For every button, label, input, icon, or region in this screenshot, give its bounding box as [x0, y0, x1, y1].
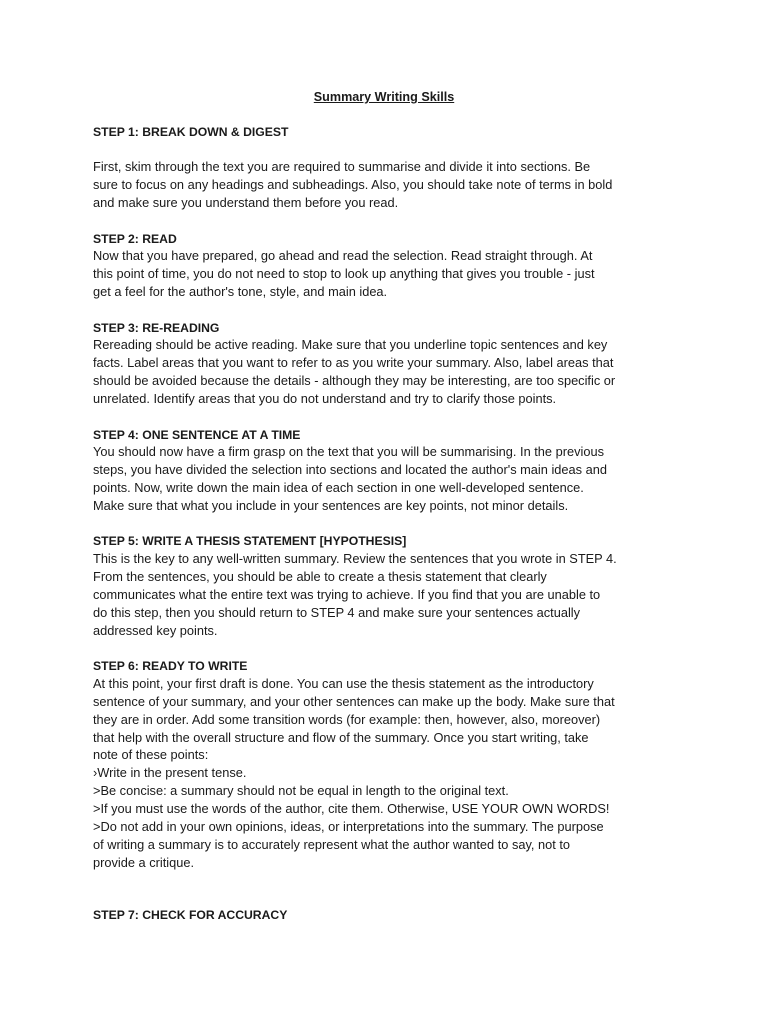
step-6-bullet: >If you must use the words of the author, cite them. Otherwise, USE YOUR OWN WORDS! [93, 801, 610, 816]
step-4-line: You should now have a firm grasp on the text that you will be summarising. In the previous [93, 444, 604, 459]
step-2-line: Now that you have prepared, go ahead and read the selection. Read straight through. At [93, 248, 593, 263]
step-1-line: First, skim through the text you are required to summarise and divide it into sections. Be [93, 159, 591, 174]
step-6-line: of writing a summary is to accurately represent what the author wanted to say, not to [93, 837, 571, 852]
step-3-line: unrelated. Identify areas that you do not understand and try to clarify those points. [93, 391, 557, 406]
step-5-line: addressed key points. [93, 623, 218, 638]
step-2-heading: STEP 2: READ [93, 232, 177, 246]
step-3-heading: STEP 3: RE-READING [93, 321, 220, 335]
step-5-line: do this step, then you should return to STEP 4 and make sure your sentences actually [93, 605, 581, 620]
step-4-heading: STEP 4: ONE SENTENCE AT A TIME [93, 428, 301, 442]
step-2-line: get a feel for the author's tone, style, and main idea. [93, 284, 388, 299]
step-6-line: sentence of your summary, and your other sentences can make up the body. Make sure that [93, 694, 615, 709]
step-6-bullet: ›Write in the present tense. [93, 765, 247, 780]
step-1-line: sure to focus on any headings and subheadings. Also, you should take note of terms in bold [93, 177, 613, 192]
step-6-line: At this point, your first draft is done. You can use the thesis statement as the introductory [93, 676, 594, 691]
step-6-line: note of these points: [93, 747, 209, 762]
step-6-line: that help with the overall structure and flow of the summary. Once you start writing, take [93, 730, 589, 745]
step-6-line: they are in order. Add some transition words (for example: then, however, also, moreover) [93, 712, 601, 727]
step-6-heading: STEP 6: READY TO WRITE [93, 659, 248, 673]
step-3-line: Rereading should be active reading. Make sure that you underline topic sentences and key [93, 337, 608, 352]
step-6-line: provide a critique. [93, 855, 195, 870]
step-5-line: From the sentences, you should be able to create a thesis statement that clearly [93, 569, 547, 584]
step-7-heading: STEP 7: CHECK FOR ACCURACY [93, 908, 288, 922]
step-1-heading: STEP 1: BREAK DOWN & DIGEST [93, 125, 289, 139]
document-title: Summary Writing Skills [313, 90, 455, 104]
step-3-line: should be avoided because the details - although they may be interesting, are too specific or [93, 373, 616, 388]
step-4-line: Make sure that what you include in your sentences are key points, not minor details. [93, 498, 569, 513]
step-5-line: communicates what the entire text was trying to achieve. If you find that you are unable to [93, 587, 601, 602]
step-5-heading: STEP 5: WRITE A THESIS STATEMENT [HYPOTHESIS] [93, 534, 407, 548]
step-4-line: points. Now, write down the main idea of each section in one well-developed sentence. [93, 480, 584, 495]
step-3-line: facts. Label areas that you want to refer to as you write your summary. Also, label areas that [93, 355, 614, 370]
step-6-bullet: >Do not add in your own opinions, ideas, or interpretations into the summary. The purpose [93, 819, 604, 834]
step-6-bullet: >Be concise: a summary should not be equal in length to the original text. [93, 783, 509, 798]
step-2-line: this point of time, you do not need to stop to look up anything that gives you trouble - just [93, 266, 595, 281]
step-4-line: steps, you have divided the selection into sections and located the author's main ideas and [93, 462, 607, 477]
step-5-line: This is the key to any well-written summary. Review the sentences that you wrote in STEP 4. [93, 551, 617, 566]
step-1-line: and make sure you understand them before you read. [93, 195, 399, 210]
